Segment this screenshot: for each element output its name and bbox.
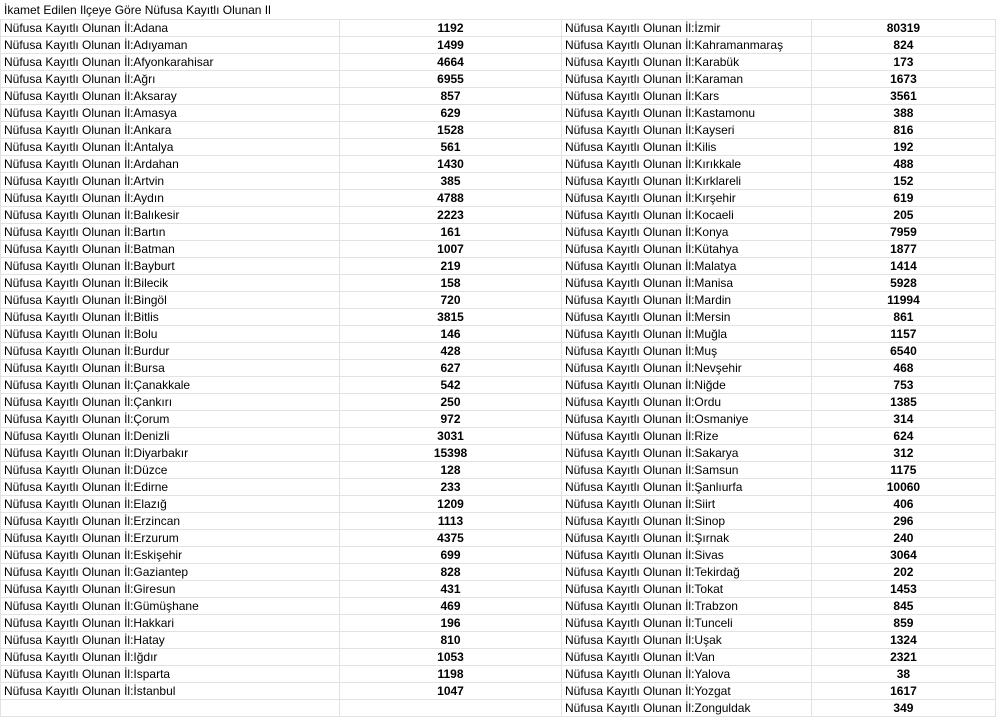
table-row <box>562 309 996 326</box>
province-label-cell[interactable]: Nüfusa Kayıtlı Olunan İl:Ardahan <box>1 156 340 173</box>
population-count-cell[interactable]: 824 <box>811 37 995 54</box>
table-row <box>1 683 562 700</box>
population-count-cell[interactable]: 624 <box>811 428 995 445</box>
table-row <box>562 360 996 377</box>
province-label-cell[interactable]: Nüfusa Kayıtlı Olunan İl:Hatay <box>1 632 340 649</box>
province-label-cell[interactable]: Nüfusa Kayıtlı Olunan İl:Çanakkale <box>1 377 340 394</box>
province-label-cell[interactable]: Nüfusa Kayıtlı Olunan İl:Bilecik <box>1 275 340 292</box>
province-label-cell[interactable]: Nüfusa Kayıtlı Olunan İl:Isparta <box>1 666 340 683</box>
population-count-cell[interactable]: 1113 <box>340 513 562 530</box>
table-row <box>1 326 562 343</box>
table-row <box>562 292 996 309</box>
province-label-cell[interactable]: Nüfusa Kayıtlı Olunan İl:Bolu <box>1 326 340 343</box>
table-row <box>1 88 562 105</box>
population-count-cell[interactable]: 3561 <box>811 88 995 105</box>
population-count-cell[interactable]: 7959 <box>811 224 995 241</box>
province-label-cell[interactable]: Nüfusa Kayıtlı Olunan İl:Ağrı <box>1 71 340 88</box>
population-count-cell[interactable]: 4788 <box>340 190 562 207</box>
table-row <box>1 496 562 513</box>
province-label-cell[interactable]: Nüfusa Kayıtlı Olunan İl:Elazığ <box>1 496 340 513</box>
table-row <box>562 462 996 479</box>
population-count-cell[interactable]: 2321 <box>811 649 995 666</box>
population-count-cell[interactable]: 1209 <box>340 496 562 513</box>
table-row <box>1 37 562 54</box>
population-count-cell[interactable]: 15398 <box>340 445 562 462</box>
population-count-cell[interactable]: 6540 <box>811 343 995 360</box>
left-table <box>0 19 562 717</box>
table-row <box>562 241 996 258</box>
province-label-cell[interactable]: Nüfusa Kayıtlı Olunan İl:Denizli <box>1 428 340 445</box>
province-label-cell[interactable]: Nüfusa Kayıtlı Olunan İl:Edirne <box>1 479 340 496</box>
population-count-cell[interactable]: 240 <box>811 530 995 547</box>
province-label-cell[interactable]: Nüfusa Kayıtlı Olunan İl:Bursa <box>1 360 340 377</box>
province-label-cell[interactable]: Nüfusa Kayıtlı Olunan İl:Kütahya <box>562 241 812 258</box>
province-label-cell[interactable]: Nüfusa Kayıtlı Olunan İl:Iğdır <box>1 649 340 666</box>
province-label-cell[interactable]: Nüfusa Kayıtlı Olunan İl:Tunceli <box>562 615 812 632</box>
province-label-cell[interactable]: Nüfusa Kayıtlı Olunan İl:Diyarbakır <box>1 445 340 462</box>
population-count-cell[interactable]: 4664 <box>340 54 562 71</box>
table-row <box>562 207 996 224</box>
table-row <box>1 71 562 88</box>
population-count-cell[interactable]: 431 <box>340 581 562 598</box>
province-label-cell[interactable]: Nüfusa Kayıtlı Olunan İl:Mardin <box>562 292 812 309</box>
province-label-cell[interactable]: Nüfusa Kayıtlı Olunan İl:Adana <box>1 20 340 37</box>
population-count-cell[interactable]: 1499 <box>340 37 562 54</box>
province-label-cell[interactable]: Nüfusa Kayıtlı Olunan İl:Uşak <box>562 632 812 649</box>
table-row <box>562 666 996 683</box>
table-row <box>1 547 562 564</box>
population-count-cell[interactable]: 1430 <box>340 156 562 173</box>
table-row <box>1 649 562 666</box>
table-row <box>1 105 562 122</box>
table-row <box>1 224 562 241</box>
table-row <box>562 598 996 615</box>
table-row <box>562 513 996 530</box>
table-row <box>562 411 996 428</box>
table-row <box>1 156 562 173</box>
province-label-cell[interactable]: Nüfusa Kayıtlı Olunan İl:Aksaray <box>1 88 340 105</box>
province-label-cell[interactable]: Nüfusa Kayıtlı Olunan İl:Kırıkkale <box>562 156 812 173</box>
table-row <box>562 54 996 71</box>
province-label-cell[interactable]: Nüfusa Kayıtlı Olunan İl:Bitlis <box>1 309 340 326</box>
population-count-cell[interactable]: 388 <box>811 105 995 122</box>
table-row <box>1 666 562 683</box>
table-row <box>1 122 562 139</box>
province-label-cell[interactable]: Nüfusa Kayıtlı Olunan İl:İzmir <box>562 20 812 37</box>
table-row <box>562 105 996 122</box>
province-label-cell[interactable]: Nüfusa Kayıtlı Olunan İl:Samsun <box>562 462 812 479</box>
population-count-cell[interactable]: 1453 <box>811 581 995 598</box>
population-count-cell[interactable]: 296 <box>811 513 995 530</box>
population-count-cell[interactable]: 619 <box>811 190 995 207</box>
population-count-cell[interactable]: 859 <box>811 615 995 632</box>
province-label-cell[interactable]: Nüfusa Kayıtlı Olunan İl:Gaziantep <box>1 564 340 581</box>
population-count-cell[interactable]: 205 <box>811 207 995 224</box>
province-label-cell[interactable]: Nüfusa Kayıtlı Olunan İl:Karaman <box>562 71 812 88</box>
table-row <box>562 496 996 513</box>
province-label-cell[interactable]: Nüfusa Kayıtlı Olunan İl:Kırklareli <box>562 173 812 190</box>
province-label-cell[interactable]: Nüfusa Kayıtlı Olunan İl:Şırnak <box>562 530 812 547</box>
sheet-title: İkamet Edilen Ilçeye Göre Nüfusa Kayıtlı Olunan Il <box>4 3 271 17</box>
province-label-cell[interactable]: Nüfusa Kayıtlı Olunan İl:Van <box>562 649 812 666</box>
province-label-cell[interactable]: Nüfusa Kayıtlı Olunan İl:Düzce <box>1 462 340 479</box>
population-count-cell[interactable]: 561 <box>340 139 562 156</box>
population-count-cell[interactable]: 1053 <box>340 649 562 666</box>
table-row <box>1 173 562 190</box>
table-row <box>1 275 562 292</box>
table-row <box>1 139 562 156</box>
table-row <box>1 581 562 598</box>
table-row <box>562 88 996 105</box>
province-label-cell[interactable]: Nüfusa Kayıtlı Olunan İl:Şanlıurfa <box>562 479 812 496</box>
table-row <box>1 632 562 649</box>
table-row <box>562 156 996 173</box>
province-label-cell[interactable]: Nüfusa Kayıtlı Olunan İl:Manisa <box>562 275 812 292</box>
population-count-cell[interactable]: 1198 <box>340 666 562 683</box>
province-label-cell[interactable]: Nüfusa Kayıtlı Olunan İl:Kars <box>562 88 812 105</box>
table-row <box>562 258 996 275</box>
population-count-cell[interactable]: 192 <box>811 139 995 156</box>
table-row <box>562 530 996 547</box>
table-row <box>562 173 996 190</box>
table-row <box>1 428 562 445</box>
right-table <box>561 19 996 717</box>
table-row <box>562 377 996 394</box>
table-row <box>1 207 562 224</box>
table-row <box>562 683 996 700</box>
population-count-cell[interactable]: 10060 <box>811 479 995 496</box>
table-row <box>1 445 562 462</box>
population-count-cell[interactable]: 542 <box>340 377 562 394</box>
population-count-cell[interactable]: 3815 <box>340 309 562 326</box>
table-row <box>1 377 562 394</box>
province-label-cell[interactable]: Nüfusa Kayıtlı Olunan İl:Afyonkarahisar <box>1 54 340 71</box>
province-label-cell[interactable]: Nüfusa Kayıtlı Olunan İl:Balıkesir <box>1 207 340 224</box>
province-label-cell[interactable]: Nüfusa Kayıtlı Olunan İl:Gümüşhane <box>1 598 340 615</box>
province-label-cell[interactable]: Nüfusa Kayıtlı Olunan İl:Zonguldak <box>562 700 812 717</box>
province-label-cell[interactable]: Nüfusa Kayıtlı Olunan İl:İstanbul <box>1 683 340 700</box>
population-count-cell[interactable]: 629 <box>340 105 562 122</box>
population-count-cell[interactable]: 845 <box>811 598 995 615</box>
province-label-cell[interactable]: Nüfusa Kayıtlı Olunan İl:Erzincan <box>1 513 340 530</box>
population-count-cell[interactable]: 469 <box>340 598 562 615</box>
province-label-cell[interactable]: Nüfusa Kayıtlı Olunan İl:Sakarya <box>562 445 812 462</box>
population-count-cell[interactable]: 3064 <box>811 547 995 564</box>
province-label-cell[interactable]: Nüfusa Kayıtlı Olunan İl:Batman <box>1 241 340 258</box>
table-row <box>562 445 996 462</box>
population-count-cell[interactable]: 1617 <box>811 683 995 700</box>
table-row <box>1 309 562 326</box>
province-label-cell[interactable]: Nüfusa Kayıtlı Olunan İl:Karabük <box>562 54 812 71</box>
province-label-cell[interactable]: Nüfusa Kayıtlı Olunan İl:Mersin <box>562 309 812 326</box>
province-label-cell[interactable]: Nüfusa Kayıtlı Olunan İl:Adıyaman <box>1 37 340 54</box>
population-count-cell[interactable]: 161 <box>340 224 562 241</box>
population-count-cell[interactable]: 699 <box>340 547 562 564</box>
table-row <box>1 564 562 581</box>
table-row <box>562 71 996 88</box>
population-count-cell[interactable]: 314 <box>811 411 995 428</box>
population-count-cell[interactable]: 468 <box>811 360 995 377</box>
province-label-cell[interactable]: Nüfusa Kayıtlı Olunan İl:Artvin <box>1 173 340 190</box>
population-count-cell[interactable] <box>340 700 562 717</box>
table-row <box>562 326 996 343</box>
population-count-cell[interactable]: 753 <box>811 377 995 394</box>
province-label-cell[interactable]: Nüfusa Kayıtlı Olunan İl:Trabzon <box>562 598 812 615</box>
table-row <box>562 122 996 139</box>
province-label-cell[interactable]: Nüfusa Kayıtlı Olunan İl:Siirt <box>562 496 812 513</box>
population-count-cell[interactable]: 406 <box>811 496 995 513</box>
population-count-cell[interactable]: 720 <box>340 292 562 309</box>
province-label-cell[interactable]: Nüfusa Kayıtlı Olunan İl:Osmaniye <box>562 411 812 428</box>
population-count-cell[interactable]: 4375 <box>340 530 562 547</box>
table-row <box>562 190 996 207</box>
table-row <box>562 547 996 564</box>
population-count-cell[interactable]: 385 <box>340 173 562 190</box>
table-row <box>1 462 562 479</box>
population-count-cell[interactable]: 1877 <box>811 241 995 258</box>
table-row <box>562 479 996 496</box>
population-count-cell[interactable]: 627 <box>340 360 562 377</box>
province-label-cell[interactable]: Nüfusa Kayıtlı Olunan İl:Ordu <box>562 394 812 411</box>
province-label-cell[interactable]: Nüfusa Kayıtlı Olunan İl:Bartın <box>1 224 340 241</box>
population-count-cell[interactable]: 828 <box>340 564 562 581</box>
table-row <box>562 343 996 360</box>
table-row <box>1 513 562 530</box>
population-count-cell[interactable]: 202 <box>811 564 995 581</box>
population-count-cell[interactable]: 1157 <box>811 326 995 343</box>
population-count-cell[interactable]: 1528 <box>340 122 562 139</box>
province-label-cell[interactable]: Nüfusa Kayıtlı Olunan İl:Eskişehir <box>1 547 340 564</box>
province-label-cell[interactable]: Nüfusa Kayıtlı Olunan İl:Çorum <box>1 411 340 428</box>
province-label-cell[interactable]: Nüfusa Kayıtlı Olunan İl:Aydın <box>1 190 340 207</box>
population-count-cell[interactable]: 250 <box>340 394 562 411</box>
population-count-cell[interactable]: 80319 <box>811 20 995 37</box>
table-row <box>1 360 562 377</box>
population-count-cell[interactable]: 3031 <box>340 428 562 445</box>
table-row <box>1 411 562 428</box>
population-count-cell[interactable]: 857 <box>340 88 562 105</box>
population-count-cell[interactable]: 349 <box>811 700 995 717</box>
population-count-cell[interactable]: 1175 <box>811 462 995 479</box>
table-row <box>562 581 996 598</box>
province-label-cell[interactable]: Nüfusa Kayıtlı Olunan İl:Hakkari <box>1 615 340 632</box>
table-row <box>1 20 562 37</box>
population-count-cell[interactable]: 128 <box>340 462 562 479</box>
table-row <box>1 343 562 360</box>
province-label-cell[interactable]: Nüfusa Kayıtlı Olunan İl:Yozgat <box>562 683 812 700</box>
table-row <box>562 20 996 37</box>
population-count-cell[interactable]: 2223 <box>340 207 562 224</box>
table-row <box>562 700 996 717</box>
province-label-cell[interactable]: Nüfusa Kayıtlı Olunan İl:Bayburt <box>1 258 340 275</box>
table-row <box>562 649 996 666</box>
table-row <box>562 564 996 581</box>
population-count-cell[interactable]: 146 <box>340 326 562 343</box>
population-count-cell[interactable]: 972 <box>340 411 562 428</box>
table-row <box>1 241 562 258</box>
table-row <box>562 428 996 445</box>
table-row <box>562 275 996 292</box>
population-count-cell[interactable]: 861 <box>811 309 995 326</box>
table-row <box>562 37 996 54</box>
table-row <box>1 292 562 309</box>
province-label-cell[interactable]: Nüfusa Kayıtlı Olunan İl:Burdur <box>1 343 340 360</box>
province-label-cell[interactable]: Nüfusa Kayıtlı Olunan İl:Malatya <box>562 258 812 275</box>
population-count-cell[interactable]: 488 <box>811 156 995 173</box>
province-label-cell[interactable]: Nüfusa Kayıtlı Olunan İl:Sivas <box>562 547 812 564</box>
population-count-cell[interactable]: 158 <box>340 275 562 292</box>
population-count-cell[interactable]: 152 <box>811 173 995 190</box>
population-count-cell[interactable]: 1324 <box>811 632 995 649</box>
population-count-cell[interactable]: 196 <box>340 615 562 632</box>
province-label-cell[interactable]: Nüfusa Kayıtlı Olunan İl:Kırşehir <box>562 190 812 207</box>
population-count-cell[interactable]: 1385 <box>811 394 995 411</box>
table-row <box>562 632 996 649</box>
table-row <box>562 224 996 241</box>
province-label-cell[interactable] <box>1 700 340 717</box>
table-row <box>1 615 562 632</box>
population-count-cell[interactable]: 428 <box>340 343 562 360</box>
province-label-cell[interactable]: Nüfusa Kayıtlı Olunan İl:Nevşehir <box>562 360 812 377</box>
table-row <box>1 598 562 615</box>
table-row <box>562 615 996 632</box>
population-count-cell[interactable]: 11994 <box>811 292 995 309</box>
table-row <box>1 394 562 411</box>
province-label-cell[interactable]: Nüfusa Kayıtlı Olunan İl:Kahramanmaraş <box>562 37 812 54</box>
population-count-cell[interactable]: 173 <box>811 54 995 71</box>
population-count-cell[interactable]: 6955 <box>340 71 562 88</box>
province-label-cell[interactable]: Nüfusa Kayıtlı Olunan İl:Sinop <box>562 513 812 530</box>
province-label-cell[interactable]: Nüfusa Kayıtlı Olunan İl:Kilis <box>562 139 812 156</box>
population-count-cell[interactable]: 1007 <box>340 241 562 258</box>
population-count-cell[interactable]: 312 <box>811 445 995 462</box>
table-row <box>1 190 562 207</box>
population-count-cell[interactable]: 38 <box>811 666 995 683</box>
table-row <box>562 139 996 156</box>
province-label-cell[interactable]: Nüfusa Kayıtlı Olunan İl:Kastamonu <box>562 105 812 122</box>
province-label-cell[interactable]: Nüfusa Kayıtlı Olunan İl:Konya <box>562 224 812 241</box>
population-count-cell[interactable]: 219 <box>340 258 562 275</box>
province-label-cell[interactable]: Nüfusa Kayıtlı Olunan İl:Niğde <box>562 377 812 394</box>
province-label-cell[interactable]: Nüfusa Kayıtlı Olunan İl:Çankırı <box>1 394 340 411</box>
population-count-cell[interactable]: 233 <box>340 479 562 496</box>
population-count-cell[interactable]: 5928 <box>811 275 995 292</box>
province-label-cell[interactable]: Nüfusa Kayıtlı Olunan İl:Kayseri <box>562 122 812 139</box>
province-label-cell[interactable]: Nüfusa Kayıtlı Olunan İl:Ankara <box>1 122 340 139</box>
population-count-cell[interactable]: 1047 <box>340 683 562 700</box>
population-count-cell[interactable]: 1414 <box>811 258 995 275</box>
province-label-cell[interactable]: Nüfusa Kayıtlı Olunan İl:Giresun <box>1 581 340 598</box>
province-label-cell[interactable]: Nüfusa Kayıtlı Olunan İl:Antalya <box>1 139 340 156</box>
province-label-cell[interactable]: Nüfusa Kayıtlı Olunan İl:Amasya <box>1 105 340 122</box>
province-label-cell[interactable]: Nüfusa Kayıtlı Olunan İl:Tokat <box>562 581 812 598</box>
province-label-cell[interactable]: Nüfusa Kayıtlı Olunan İl:Kocaeli <box>562 207 812 224</box>
province-label-cell[interactable]: Nüfusa Kayıtlı Olunan İl:Muğla <box>562 326 812 343</box>
province-label-cell[interactable]: Nüfusa Kayıtlı Olunan İl:Yalova <box>562 666 812 683</box>
province-label-cell[interactable]: Nüfusa Kayıtlı Olunan İl:Bingöl <box>1 292 340 309</box>
table-row <box>1 258 562 275</box>
table-row <box>1 54 562 71</box>
province-label-cell[interactable]: Nüfusa Kayıtlı Olunan İl:Muş <box>562 343 812 360</box>
table-row <box>1 700 562 717</box>
population-count-cell[interactable]: 1192 <box>340 20 562 37</box>
table-row <box>1 530 562 547</box>
province-label-cell[interactable]: Nüfusa Kayıtlı Olunan İl:Erzurum <box>1 530 340 547</box>
table-row <box>1 479 562 496</box>
population-count-cell[interactable]: 810 <box>340 632 562 649</box>
table-row <box>562 394 996 411</box>
population-count-cell[interactable]: 1673 <box>811 71 995 88</box>
population-count-cell[interactable]: 816 <box>811 122 995 139</box>
province-label-cell[interactable]: Nüfusa Kayıtlı Olunan İl:Tekirdağ <box>562 564 812 581</box>
province-label-cell[interactable]: Nüfusa Kayıtlı Olunan İl:Rize <box>562 428 812 445</box>
